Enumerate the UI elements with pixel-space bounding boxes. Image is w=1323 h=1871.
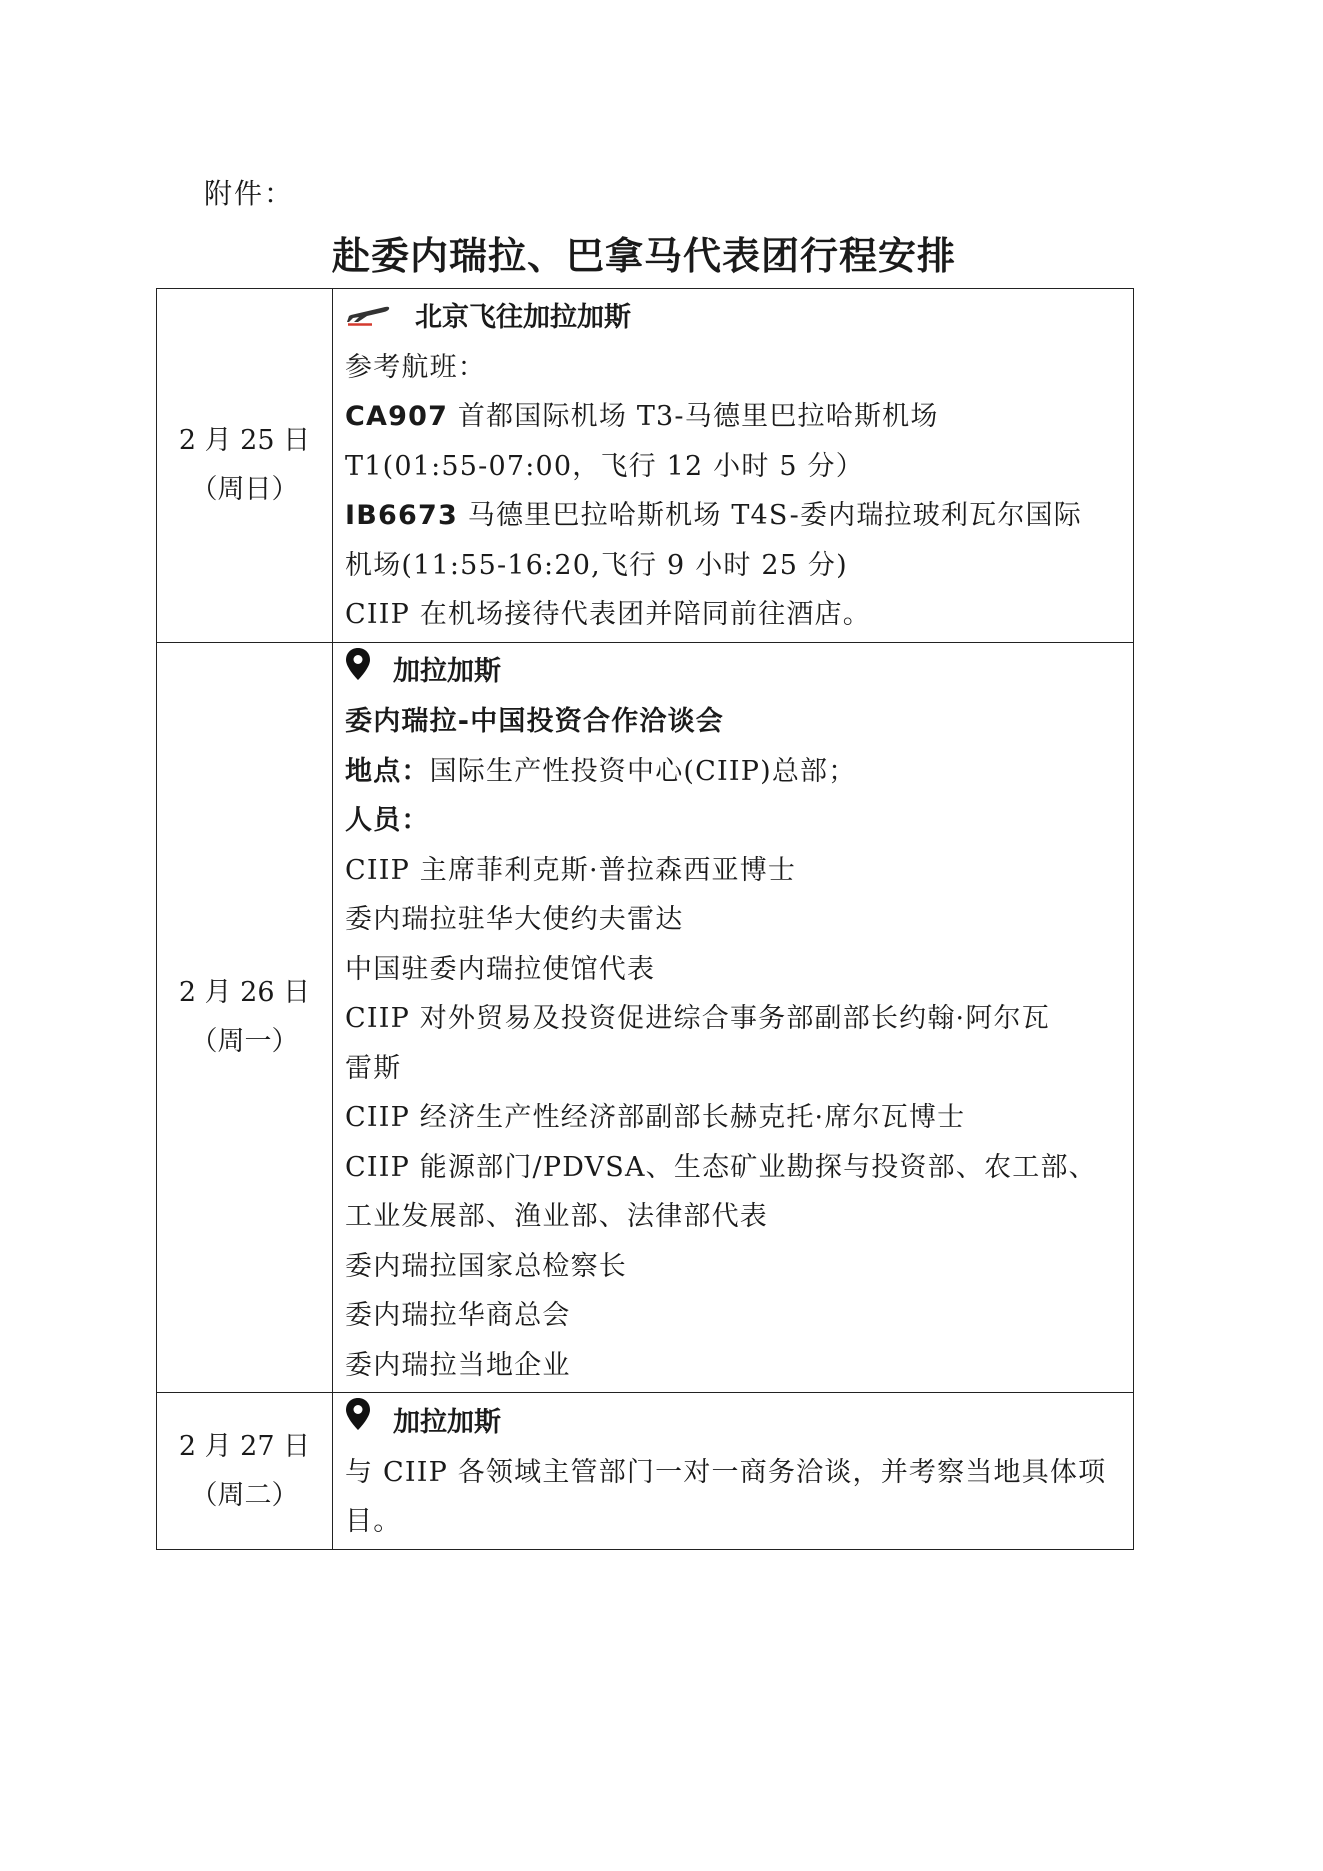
date-text: 2 月 26 日: [178, 977, 311, 1009]
date-cell-day-3: [157, 1393, 333, 1550]
date-cell-day-1: [157, 289, 333, 643]
flight-2-time: 机场(11:55-16:20,飞行 9 小时 25 分): [345, 549, 848, 581]
weekday-text: （周一）: [190, 1026, 299, 1058]
weekday-text: （周二）: [190, 1479, 299, 1511]
date-text: 2 月 25 日: [178, 425, 311, 457]
day-heading-label: 北京飞往加拉加斯: [415, 302, 631, 333]
location-pin-icon: [345, 1397, 371, 1448]
venue: [345, 747, 1125, 797]
ref-flight-label: 参考航班：: [345, 351, 486, 383]
people-label: 人员：: [345, 805, 430, 836]
itinerary-table: [156, 288, 1134, 1550]
page-title: 赴委内瑞拉、巴拿马代表团行程安排: [331, 234, 956, 278]
day-heading-label: 加拉加斯: [393, 1406, 501, 1438]
venue-label: 地点：: [345, 755, 430, 787]
list-item: CIIP 主席菲利克斯·普拉森西亚博士: [345, 854, 797, 886]
list-item: 委内瑞拉驻华大使约夫雷达: [345, 904, 684, 935]
day-heading: [345, 1397, 1125, 1448]
flight-code: IB6673: [345, 500, 458, 531]
list-item: 雷斯: [345, 1052, 402, 1084]
airplane-icon: [345, 293, 393, 343]
day-heading: [345, 647, 1125, 698]
day-heading: [345, 293, 1125, 343]
content-cell-day-2: [333, 642, 1134, 1393]
date-text: 2 月 27 日: [178, 1430, 311, 1462]
list-item: CIIP 经济生产性经济部副部长赫克托·席尔瓦博士: [345, 1102, 966, 1133]
content-cell-day-3: [333, 1393, 1134, 1550]
flight-1-time: T1(01:55-07:00，飞行 12 小时 5 分）: [345, 450, 864, 482]
content-cell-day-1: [333, 289, 1134, 643]
table-row-day-2: [157, 642, 1134, 1393]
list-item: 委内瑞拉当地企业: [345, 1349, 571, 1381]
event-title: 委内瑞拉-中国投资合作洽谈会: [345, 706, 725, 737]
day-description: 与 CIIP 各领域主管部门一对一商务洽谈，并考察当地具体项目。: [345, 1456, 1107, 1537]
list-item: 工业发展部、渔业部、法律部代表: [345, 1201, 768, 1232]
flight-1: [345, 392, 1125, 442]
list-item: 中国驻委内瑞拉使馆代表: [345, 953, 656, 985]
venue-value: 国际生产性投资中心(CIIP)总部；: [429, 755, 857, 787]
location-pin-icon: [345, 647, 371, 698]
flight-2: [345, 491, 1125, 541]
flight-route: 首都国际机场 T3-马德里巴拉哈斯机场: [448, 401, 939, 432]
table-row-day-3: [157, 1393, 1134, 1550]
list-item: 委内瑞拉华商总会: [345, 1300, 571, 1331]
list-item: CIIP 对外贸易及投资促进综合事务部副部长约翰·阿尔瓦: [345, 1003, 1050, 1034]
attachment-label: 附件：: [204, 177, 295, 210]
date-cell-day-2: [157, 642, 333, 1393]
weekday-text: （周日）: [190, 474, 299, 506]
day-heading-label: 加拉加斯: [393, 656, 501, 687]
list-item: 委内瑞拉国家总检察长: [345, 1250, 627, 1282]
list-item: CIIP 能源部门/PDVSA、生态矿业勘探与投资部、农工部、: [345, 1151, 1097, 1183]
flight-route: 马德里巴拉哈斯机场 T4S-委内瑞拉玻利瓦尔国际: [457, 500, 1082, 531]
day-note: CIIP 在机场接待代表团并陪同前往酒店。: [345, 599, 871, 630]
flight-code: CA907: [345, 401, 449, 432]
table-row-day-1: [157, 289, 1134, 643]
